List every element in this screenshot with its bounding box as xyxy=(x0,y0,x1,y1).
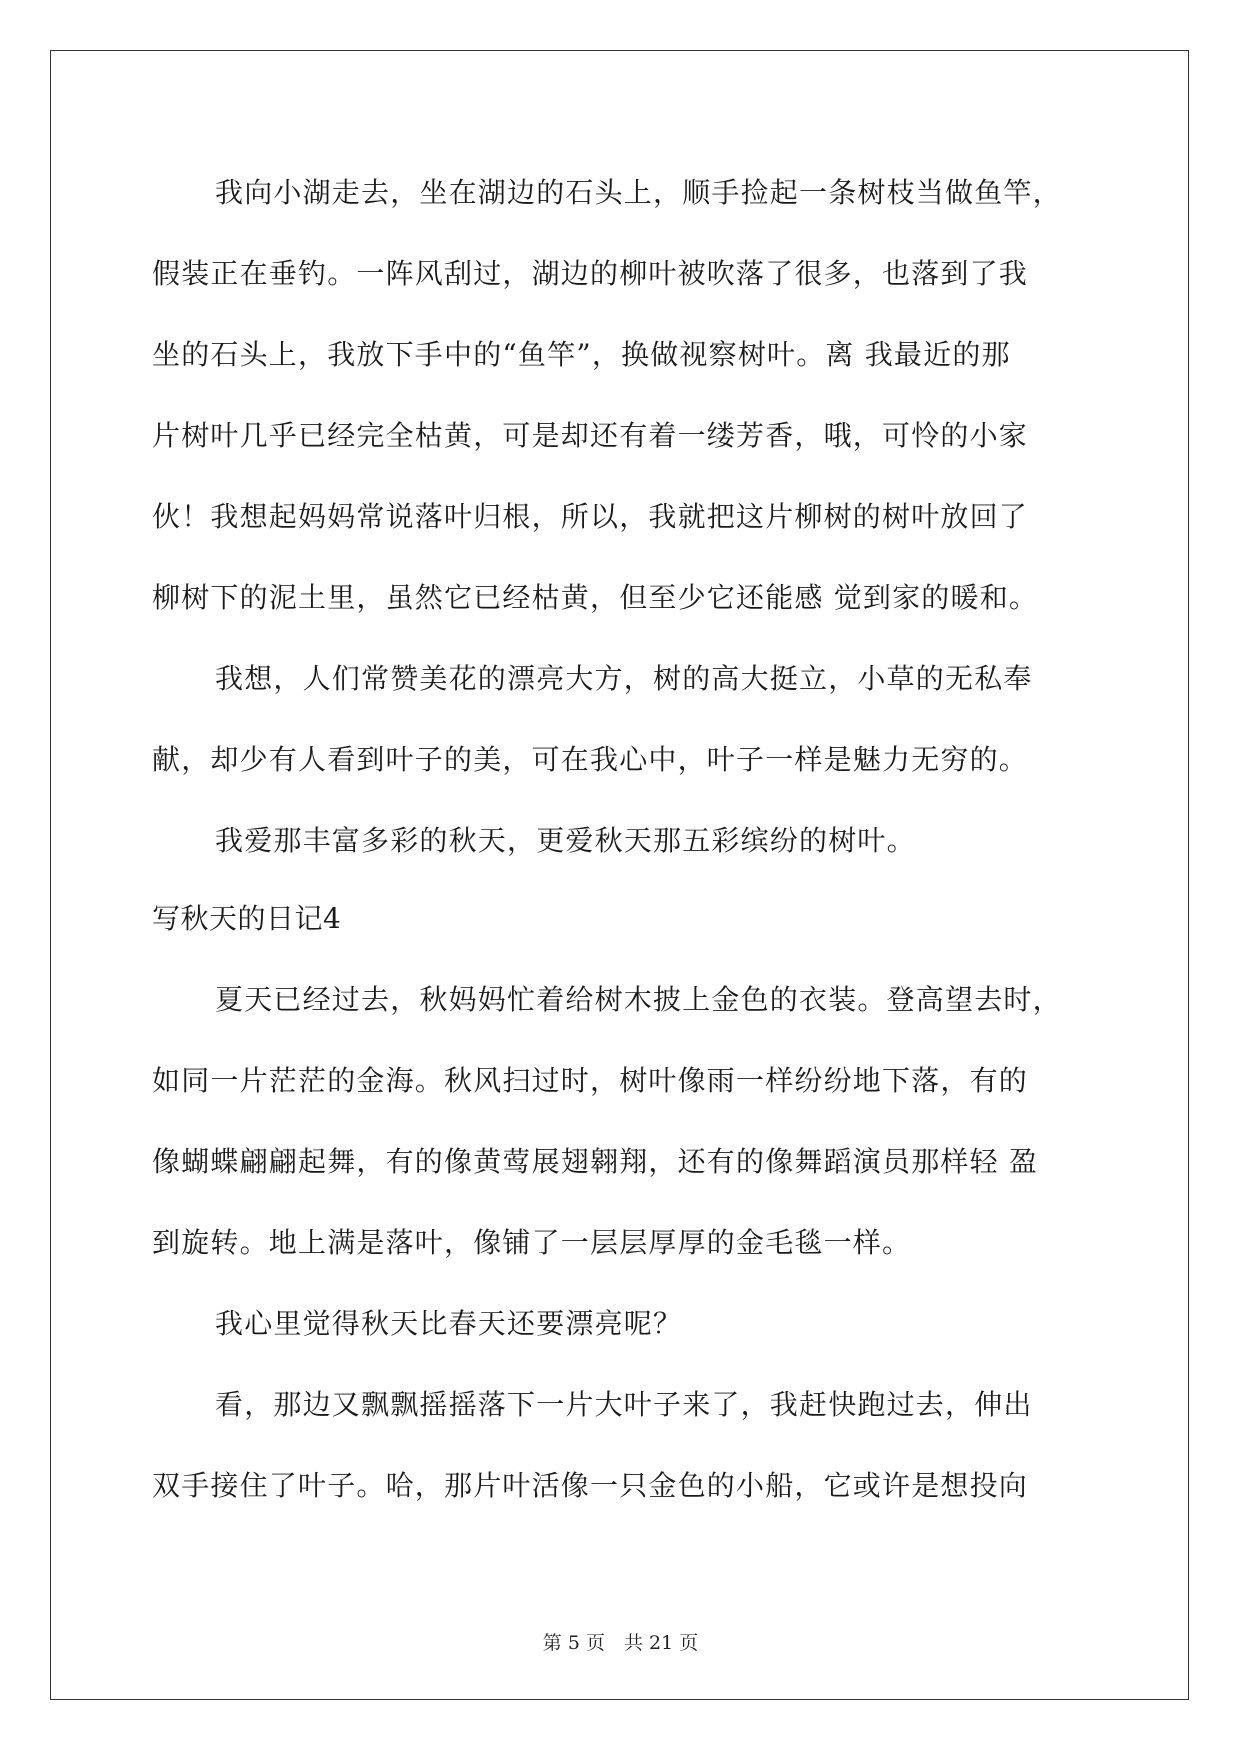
text-line: 夏天已经过去，秋妈妈忙着给树木披上金色的衣装。登高望去时， xyxy=(215,983,1062,1016)
text-line: 看，那边又飘飘摇摇落下一片大叶子来了，我赶快跑过去，伸出 xyxy=(215,1388,1033,1421)
page-number: 第 5 页 共 21 页 xyxy=(542,1632,699,1654)
text-line: 我爱那丰富多彩的秋天，更爱秋天那五彩缤纷的树叶。 xyxy=(215,824,916,857)
text-line: 坐的石头上，我放下手中的“鱼竿”，换做视察树叶。离 我最近的那 xyxy=(152,338,1011,371)
text-line: 到旋转。地上满是落叶，像铺了一层层厚厚的金毛毯一样。 xyxy=(152,1226,912,1259)
section-heading: 写秋天的日记4 xyxy=(152,902,342,935)
text-line: 双手接住了叶子。哈，那片叶活像一只金色的小船，它或许是想投向 xyxy=(152,1469,1029,1502)
text-line: 假装正在垂钓。一阵风刮过，湖边的柳叶被吹落了很多，也落到了我 xyxy=(152,257,1029,290)
text-line: 我向小湖走去，坐在湖边的石头上，顺手捡起一条树枝当做鱼竿， xyxy=(215,176,1062,209)
text-line: 献，却少有人看到叶子的美，可在我心中，叶子一样是魅力无穷的。 xyxy=(152,743,1029,776)
text-line: 我想，人们常赞美花的漂亮大方，树的高大挺立，小草的无私奉 xyxy=(215,662,1033,695)
text-line: 片树叶几乎已经完全枯黄，可是却还有着一缕芳香，哦，可怜的小家 xyxy=(152,419,1029,452)
text-line: 柳树下的泥土里，虽然它已经枯黄，但至少它还能感 觉到家的暖和。 xyxy=(152,581,1039,614)
text-line: 伙！我想起妈妈常说落叶归根，所以，我就把这片柳树的树叶放回了 xyxy=(152,500,1029,533)
text-line: 像蝴蝶翩翩起舞，有的像黄莺展翅翱翔，还有的像舞蹈演员那样轻 盈 xyxy=(152,1145,1039,1178)
page-border xyxy=(50,50,1189,1700)
text-line: 如同一片茫茫的金海。秋风扫过时，树叶像雨一样纷纷地下落，有的 xyxy=(152,1064,1029,1097)
text-line: 我心里觉得秋天比春天还要漂亮呢？ xyxy=(215,1307,683,1340)
